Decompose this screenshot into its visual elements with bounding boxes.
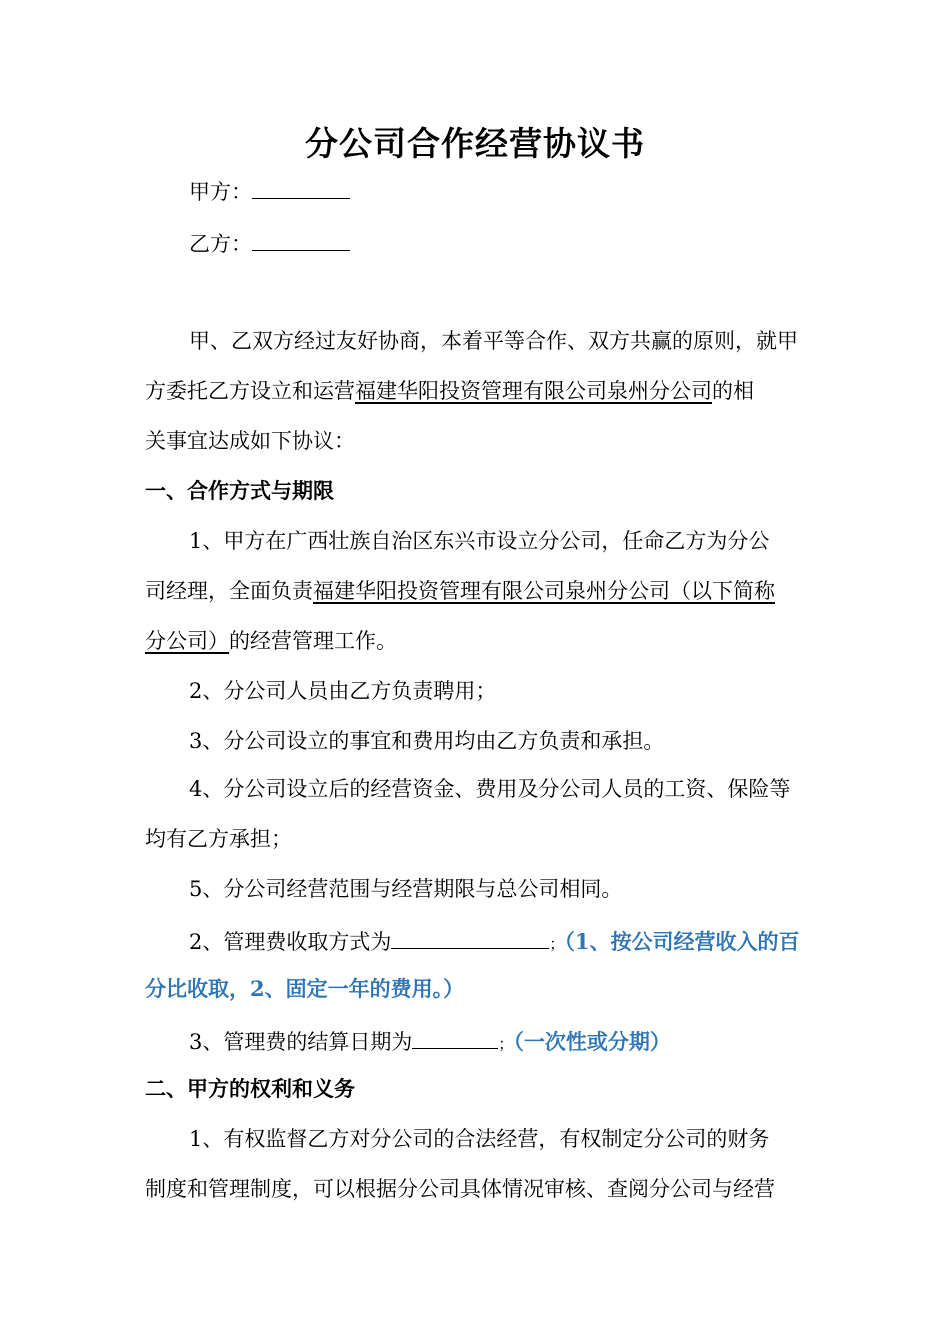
fee-date-line <box>189 1026 810 1057</box>
section-2-heading: 二、甲方的权利和义务 <box>145 1076 355 1101</box>
s1-item1-line-2 <box>145 578 810 604</box>
fee-method-note-2: 分比收取，2、固定一年的费用。） <box>145 976 465 1001</box>
section-1-heading: 一、合作方式与期限 <box>145 478 334 503</box>
document-title: 分公司合作经营协议书 <box>305 124 645 163</box>
s1-item4-line-1: 4、分公司设立后的经营资金、费用及分公司人员的工资、保险等 <box>189 777 791 801</box>
fee-date-note: （一次性或分期） <box>513 1029 671 1054</box>
s1-item2: 2、分公司人员由乙方负责聘用； <box>189 679 497 703</box>
company-name: 福建华阳投资管理有限公司泉州分公司 <box>355 379 712 403</box>
intro-line-2 <box>145 378 810 404</box>
s2-item1-line-2: 制度和管理制度，可以根据分公司具体情况审核、查阅分公司与经营 <box>145 1177 775 1201</box>
fee-method-note-1: （1、按公司经营收入的百 <box>564 929 800 954</box>
s1-item1-line-3 <box>145 628 810 654</box>
fee-date-sep: ； <box>498 1035 514 1053</box>
s1-item1-line-2-pre: 司经理，全面负责 <box>145 579 313 603</box>
intro-line-1: 甲、乙双方经过友好协商，本着平等合作、双方共赢的原则，就甲 <box>189 329 798 353</box>
party-b-blank <box>252 228 350 251</box>
s1-item1-abbrev: 分公司） <box>145 629 229 653</box>
party-b-label: 乙方： <box>189 232 252 256</box>
fee-date-blank <box>412 1026 498 1049</box>
fee-date-label: 3、管理费的结算日期为 <box>189 1030 413 1054</box>
intro-line-2-pre: 方委托乙方设立和运营 <box>145 379 355 403</box>
fee-method-blank <box>391 926 549 949</box>
s1-item1-line-1: 1、甲方在广西壮族自治区东兴市设立分公司，任命乙方为分公 <box>189 529 770 553</box>
party-a-label: 甲方： <box>189 180 252 204</box>
s1-item3: 3、分公司设立的事宜和费用均由乙方负责和承担。 <box>189 729 665 753</box>
party-a-line <box>189 176 810 205</box>
s1-item1-line-3-post: 的经营管理工作。 <box>229 629 397 653</box>
intro-line-2-post: 的相 <box>712 379 754 403</box>
s1-item5: 5、分公司经营范围与经营期限与总公司相同。 <box>189 877 623 901</box>
s1-item4-line-2: 均有乙方承担； <box>145 827 292 851</box>
fee-method-line-1 <box>189 926 810 957</box>
s1-item1-company: 福建华阳投资管理有限公司泉州分公司（以下简称 <box>313 579 775 603</box>
party-a-blank <box>252 176 350 199</box>
fee-method-label: 2、管理费收取方式为 <box>189 930 392 954</box>
fee-method-sep: ； <box>549 935 565 953</box>
s2-item1-line-1: 1、有权监督乙方对分公司的合法经营，有权制定分公司的财务 <box>189 1127 770 1151</box>
intro-line-3: 关事宜达成如下协议： <box>145 429 355 453</box>
party-b-line <box>189 228 810 257</box>
